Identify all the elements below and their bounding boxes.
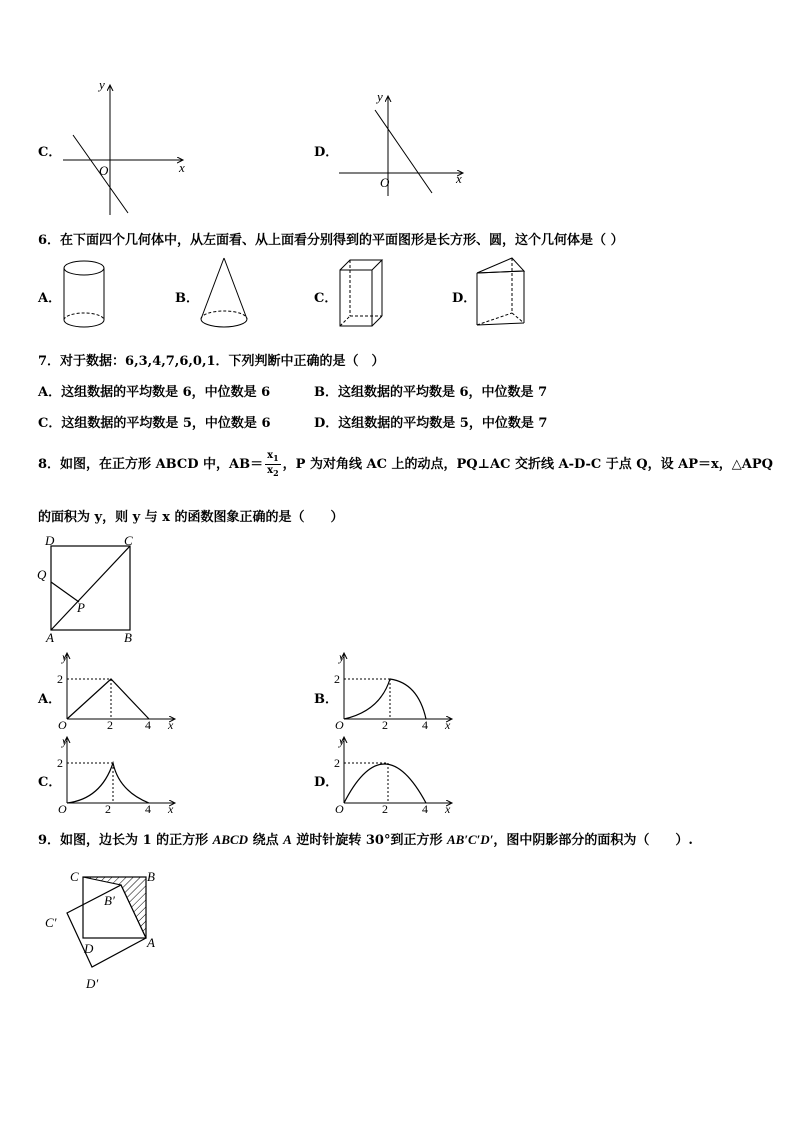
svg-text:D′: D′ [86,976,99,991]
svg-text:2: 2 [334,672,340,686]
origin-label: O [380,175,390,190]
svg-text:x: x [445,802,451,816]
q6-stem: 6．在下面四个几何体中，从左面看、从上面看分别得到的平面图形是长方形、圆，这个几何体是（ ） [38,233,624,248]
svg-text:B′: B′ [104,893,115,908]
svg-text:C: C [70,869,79,884]
svg-text:y: y [62,650,68,664]
svg-text:O: O [58,718,67,732]
svg-text:D: D [84,941,94,956]
svg-text:2: 2 [57,756,63,770]
svg-text:4: 4 [422,802,428,816]
label-c: C [124,534,133,548]
svg-text:y: y [339,650,345,664]
q8-graph-a [57,649,182,732]
svg-text:B: B [147,869,155,884]
q6-option-d: D． [452,291,477,306]
y-axis-label: y [377,89,383,104]
y-axis-label: y [99,77,105,92]
q8-stem-a: 8．如图，在正方形 ABCD 中，AB＝ [38,457,264,472]
q9-rotated-square-figure [40,864,170,992]
q8-stem-line2: 的面积为 y，则 y 与 x 的函数图象正确的是（ ） [38,510,344,525]
svg-text:O: O [335,802,344,816]
label-a: A [46,630,54,645]
svg-text:2: 2 [382,718,388,732]
svg-text:2: 2 [334,756,340,770]
q9-stem: 9．如图，边长为 1 的正方形 ABCD 绕点 A 逆时针旋转 30°到正方形 AB′C′D′，图中阴影部分的面积为（ ）. [38,832,693,848]
q8-graph-c [57,733,182,816]
svg-text:O: O [58,802,67,816]
svg-text:A: A [147,935,155,950]
q7-option-b: B．这组数据的平均数是 6，中位数是 7 [314,385,548,400]
q7-option-a: A．这组数据的平均数是 6，中位数是 6 [38,385,271,400]
x-axis-label: x [456,171,462,186]
q8-option-b: B． [314,692,338,707]
q6-option-b: B． [175,291,199,306]
origin-label: O [99,163,109,178]
q8-option-c: C． [38,775,62,790]
q8-stem-b: ，P 为对角线 AC 上的动点，PQ⊥AC 交折线 A-D-C 于点 Q，设 AP＝x，△APQ [282,457,773,472]
svg-text:2: 2 [382,802,388,816]
q8-graph-b [334,649,459,732]
svg-text:x: x [445,718,451,732]
q8-fraction: $\frac{x_1}{x_2}$ [267,450,279,478]
svg-text:4: 4 [422,718,428,732]
cone-icon [196,255,254,333]
q7-stem: 7．对于数据：6,3,4,7,6,0,1．下列判断中正确的是（ ） [38,354,385,369]
label-b: B [124,630,132,645]
svg-text:O: O [335,718,344,732]
label-q: Q [37,567,47,582]
svg-text:2: 2 [107,718,113,732]
q6-option-c: C． [314,291,338,306]
svg-text:y: y [62,734,68,748]
option-d-label: D． [314,145,339,160]
svg-text:x: x [168,802,174,816]
svg-text:4: 4 [145,718,151,732]
svg-text:C′: C′ [45,915,57,930]
svg-text:2: 2 [105,802,111,816]
triangular-prism-icon [474,253,532,331]
q6-option-a: A． [38,291,62,306]
option-c-label: C． [38,145,62,160]
q8-option-a: A． [38,692,62,707]
q8-stem-line1 [38,448,773,482]
q5-graph-d [335,88,475,198]
x-axis-label: x [179,160,185,175]
svg-text:4: 4 [145,802,151,816]
label-d: D [45,534,55,548]
q8-graph-d [334,733,459,816]
q8-square-figure [32,534,142,646]
rectangular-prism-icon [336,256,386,331]
q7-option-c: C．这组数据的平均数是 5，中位数是 6 [38,416,271,431]
svg-text:2: 2 [57,672,63,686]
q8-option-d: D． [314,775,339,790]
label-p: P [77,600,85,615]
svg-text:y: y [339,734,345,748]
q7-option-d: D．这组数据的平均数是 5，中位数是 7 [314,416,548,431]
cylinder-icon [60,258,110,330]
q5-graph-c [55,75,205,220]
svg-text:x: x [168,718,174,732]
